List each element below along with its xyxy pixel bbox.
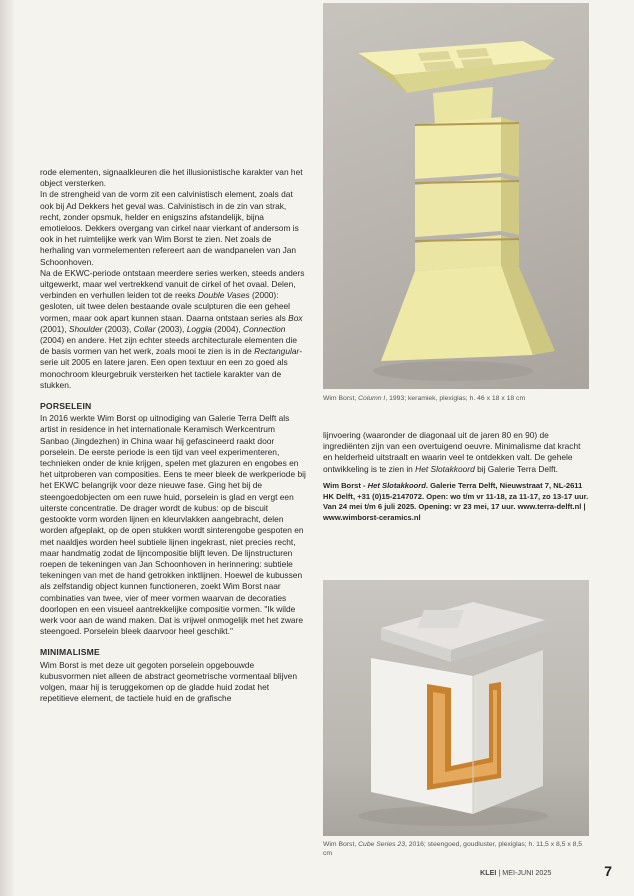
page-footer — [480, 863, 620, 879]
cube-sculpture-photo — [323, 580, 589, 836]
page-spine-shadow — [0, 0, 14, 896]
article-paragraph: rode elementen, signaalkleuren die het illusionistische karakter van het object versterken. — [40, 167, 303, 189]
article-paragraph: In de strengheid van de vorm zit een calvinistisch element, zoals dat ook bij Ad Dekkers het geval was. Calvinistisch in de zin van strak, recht, zonder opsmuk, helder en enigszins afstandelijk, bijna emotieloos. Dekkers overgang van cirkel naar vierkant of andersom is ook in het ruimtelijke werk van Wim Borst te zien. Net zoals de herhaling van vormelementen refereert aan de wandpanelen van Jan Schoonhoven. — [40, 189, 299, 267]
page-number: 7 — [604, 863, 612, 879]
column-sculpture-photo — [323, 3, 589, 389]
magazine-name: KLEI — [480, 868, 497, 877]
article-right-column — [323, 430, 589, 475]
footer-separator: | — [498, 868, 501, 877]
issue-label: MEI-JUNI 2025 — [502, 868, 552, 877]
column-photo-caption: Wim Borst, Column I, 1993; keramiek, plexiglas; h. 46 x 18 x 18 cm — [323, 395, 526, 402]
article-paragraph: Na de EKWC-periode ontstaan meerdere series werken, steeds anders uitgewerkt, maar wel vertrekkend vanuit de cirkel of het ovaal. Delen, verbinden en verhullen leiden tot de reeks Double Vases (2000): gesloten, uit twee delen bestaande ovale sculpturen die een geheel vormen, maar ook apart kunnen staan. Daarna ontstaan series als Box (2001), Shoulder (2003), Collar (2003), Loggia (2004), Connection (2004) en andere. Het zijn echter steeds architecturale elementen die de basis vormen van het werk, zoals mooi te zien is in de Rectangular-serie uit 2005 en latere jaren. Een open textuur en een zo goed als monochroom kleurgebruik versterken het tactiele karakter van de stukken. — [40, 267, 305, 390]
cube-sculpture-illustration — [323, 580, 589, 836]
article-paragraph: Wim Borst is met deze uit gegoten porselein opgebouwde kubusvormen niet alleen de abstract geometrische vormentaal blijven volgen, maar hij is teruggekomen op de gladde huid zodat het repetitieve element, de tactiele huid en de grafische — [40, 659, 297, 704]
exhibition-info: Wim Borst - Het Slotakkoord. Galerie Terra Delft, Nieuwstraat 7, NL-2611 HK Delft, +31 (0)15-2147072. Open: wo t/m vr 11-18, za 11-17, zo 13-17 uur. Van 24 mei t/m 6 juli 2025. Opening: vr 23 mei, 17 uur. www.terra-delft.nl | www.wimborst-ceramics.nl — [323, 481, 589, 522]
cube-photo-caption: Wim Borst, Cube Series 23, 2016; steengoed, goudluster, plexiglas; h. 11,5 x 8,5 x 8,5 cm — [323, 841, 583, 857]
section-heading-porselein: PORSELEIN — [40, 401, 92, 412]
column-sculpture-illustration — [323, 3, 589, 389]
article-left-column — [40, 167, 306, 704]
article-paragraph: In 2016 werkte Wim Borst op uitnodiging van Galerie Terra Delft als artist in residence in het internationale Keramisch Werkcentrum Sanbao (Jingdezhen) in China waar hij gefascineerd raakt door porselein. De eerste periode is een tijd van veel experimenteren, technieken onder de knie krijgen, spelen met glazuren en engobes en het uitproberen van composities. Eens te meer bleek de werkperiode bij het EKWC belangrijk voor deze nieuwe fase. Ging het bij de steengoedobjecten om een ruwe huid, porselein is glad en vergt een uiterste concentratie. De drager wordt de kubus: op de biscuit gestookte vorm worden lijnen en kleurvlakken aangebracht, delen worden afgeplakt, op de open stukken wordt sinterengobe gespoten en met naaldjes worden heel subtiele lijnen ingekrast, niet precies recht, maar handmatig zodat de lijncompositie blijft leven. De lijnstructuren roepen de tekeningen van Jan Schoonhoven in herinnering: subtiele tekeningen van met de hand getrokken inktlijnen. Hoewel de kubussen als zelfstandig object kunnen functioneren, zoekt Wim Borst naar combinaties van twee, vier of meer vormen waarvan de decoraties doorlopen en een visueel aantrekkelijke compositie vormen. "Ik wilde werk voor aan de wand maken. Dat is vrijwel onmogelijk met het zware steengoed. Porselein bleek daarvoor heel geschikt." — [40, 413, 306, 637]
article-paragraph: lijnvoering (waaronder de diagonaal uit de jaren 80 en 90) de ingrediënten zijn van een overtuigend oeuvre. Minimalisme dat kracht en helderheid uitstraalt en waarin veel te ontdekken valt. De gehele ontwikkeling is te zien in Het Slotakkoord bij Galerie Terra Delft. — [323, 430, 581, 474]
section-heading-minimalisme: MINIMALISME — [40, 647, 100, 658]
